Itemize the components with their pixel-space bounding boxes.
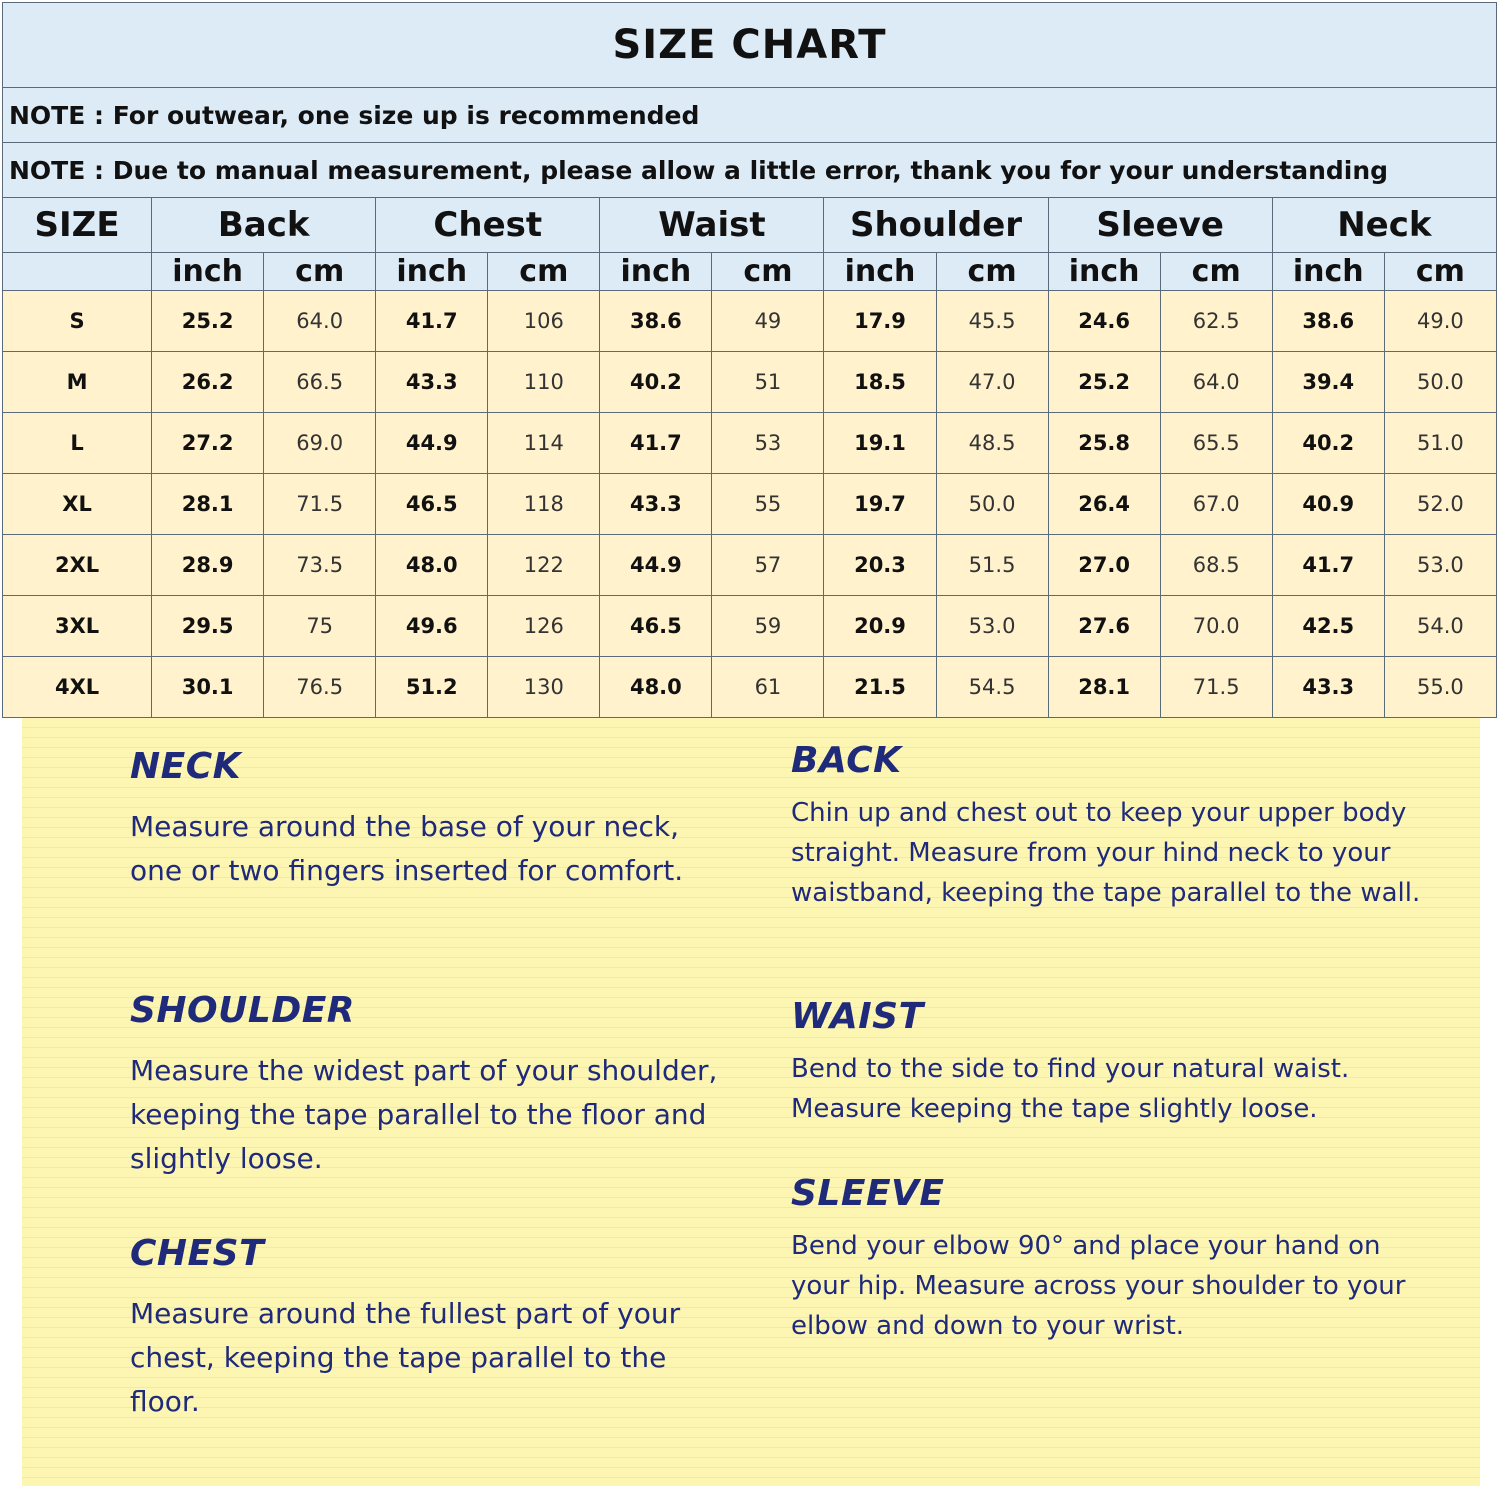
value-cell: 20.9 — [824, 596, 936, 657]
unit-neck-cm: cm — [1384, 253, 1496, 291]
guide-back — [791, 740, 1441, 913]
value-cell: 19.7 — [824, 474, 936, 535]
value-cell: 42.5 — [1272, 596, 1384, 657]
value-cell: 53 — [712, 413, 824, 474]
value-cell: 118 — [488, 474, 600, 535]
value-cell: 50.0 — [1384, 352, 1496, 413]
value-cell: 59 — [712, 596, 824, 657]
table-row — [3, 474, 1497, 535]
size-header: SIZE — [3, 198, 152, 253]
value-cell: 71.5 — [264, 474, 376, 535]
value-cell: 19.1 — [824, 413, 936, 474]
value-cell: 57 — [712, 535, 824, 596]
value-cell: 24.6 — [1048, 291, 1160, 352]
guide-shoulder-title: SHOULDER — [130, 990, 356, 1031]
value-cell: 53.0 — [1384, 535, 1496, 596]
size-cell: XL — [3, 474, 152, 535]
value-cell: 51.2 — [376, 657, 488, 718]
value-cell: 41.7 — [376, 291, 488, 352]
value-cell: 64.0 — [264, 291, 376, 352]
table-row — [3, 352, 1497, 413]
value-cell: 27.6 — [1048, 596, 1160, 657]
unit-blank — [3, 253, 152, 291]
value-cell: 51 — [712, 352, 824, 413]
unit-chest-inch: inch — [376, 253, 488, 291]
header-neck: Neck — [1272, 198, 1496, 253]
value-cell: 54.0 — [1384, 596, 1496, 657]
value-cell: 49.6 — [376, 596, 488, 657]
note-measurement: NOTE : Due to manual measurement, please allow a little error, thank you for your understanding — [3, 143, 1497, 198]
unit-sleeve-inch: inch — [1048, 253, 1160, 291]
value-cell: 70.0 — [1160, 596, 1272, 657]
value-cell: 48.5 — [936, 413, 1048, 474]
value-cell: 26.2 — [152, 352, 264, 413]
value-cell: 48.0 — [376, 535, 488, 596]
unit-shoulder-cm: cm — [936, 253, 1048, 291]
value-cell: 20.3 — [824, 535, 936, 596]
value-cell: 49 — [712, 291, 824, 352]
guide-chest — [130, 1233, 690, 1424]
value-cell: 126 — [488, 596, 600, 657]
value-cell: 27.2 — [152, 413, 264, 474]
unit-back-inch: inch — [152, 253, 264, 291]
table-row — [3, 596, 1497, 657]
value-cell: 54.5 — [936, 657, 1048, 718]
header-shoulder: Shoulder — [824, 198, 1048, 253]
value-cell: 61 — [712, 657, 824, 718]
measurement-guide — [22, 718, 1480, 1486]
value-cell: 30.1 — [152, 657, 264, 718]
value-cell: 52.0 — [1384, 474, 1496, 535]
value-cell: 40.2 — [600, 352, 712, 413]
size-chart-table — [2, 2, 1497, 718]
value-cell: 40.2 — [1272, 413, 1384, 474]
value-cell: 53.0 — [936, 596, 1048, 657]
value-cell: 76.5 — [264, 657, 376, 718]
unit-neck-inch: inch — [1272, 253, 1384, 291]
header-chest: Chest — [376, 198, 600, 253]
size-cell: 4XL — [3, 657, 152, 718]
table-row — [3, 413, 1497, 474]
guide-chest-title: CHEST — [130, 1233, 265, 1274]
value-cell: 28.9 — [152, 535, 264, 596]
value-cell: 122 — [488, 535, 600, 596]
value-cell: 43.3 — [376, 352, 488, 413]
value-cell: 44.9 — [376, 413, 488, 474]
guide-waist-text: Bend to the side to find your natural waist. Measure keeping the tape slightly loose. — [791, 1054, 1350, 1124]
guide-shoulder-text: Measure the widest part of your shoulder, keeping the tape parallel to the floor and slightly loose. — [130, 1054, 718, 1175]
value-cell: 48.0 — [600, 657, 712, 718]
size-cell: S — [3, 291, 152, 352]
value-cell: 27.0 — [1048, 535, 1160, 596]
value-cell: 41.7 — [1272, 535, 1384, 596]
guide-shoulder — [130, 990, 720, 1181]
value-cell: 17.9 — [824, 291, 936, 352]
guide-back-text: Chin up and chest out to keep your upper body straight. Measure from your hind neck to your waistband, keeping the tape parallel to the wall. — [791, 798, 1421, 908]
guide-waist-title: WAIST — [791, 996, 924, 1037]
value-cell: 69.0 — [264, 413, 376, 474]
unit-waist-inch: inch — [600, 253, 712, 291]
value-cell: 38.6 — [600, 291, 712, 352]
value-cell: 110 — [488, 352, 600, 413]
value-cell: 65.5 — [1160, 413, 1272, 474]
value-cell: 106 — [488, 291, 600, 352]
value-cell: 45.5 — [936, 291, 1048, 352]
value-cell: 75 — [264, 596, 376, 657]
value-cell: 43.3 — [600, 474, 712, 535]
value-cell: 46.5 — [600, 596, 712, 657]
value-cell: 44.9 — [600, 535, 712, 596]
unit-back-cm: cm — [264, 253, 376, 291]
size-cell: M — [3, 352, 152, 413]
value-cell: 43.3 — [1272, 657, 1384, 718]
guide-sleeve-text: Bend your elbow 90° and place your hand on your hip. Measure across your shoulder to your elbow and down to your wrist. — [791, 1231, 1406, 1341]
value-cell: 55.0 — [1384, 657, 1496, 718]
value-cell: 51.5 — [936, 535, 1048, 596]
guide-neck-text: Measure around the base of your neck, one or two fingers inserted for comfort. — [130, 810, 684, 887]
guide-waist — [791, 996, 1441, 1129]
value-cell: 26.4 — [1048, 474, 1160, 535]
value-cell: 51.0 — [1384, 413, 1496, 474]
value-cell: 25.8 — [1048, 413, 1160, 474]
guide-sleeve — [791, 1173, 1441, 1346]
value-cell: 67.0 — [1160, 474, 1272, 535]
unit-chest-cm: cm — [488, 253, 600, 291]
guide-neck-title: NECK — [130, 746, 242, 787]
value-cell: 46.5 — [376, 474, 488, 535]
value-cell: 28.1 — [152, 474, 264, 535]
value-cell: 50.0 — [936, 474, 1048, 535]
value-cell: 25.2 — [1048, 352, 1160, 413]
guide-neck — [130, 746, 690, 893]
chart-title: SIZE CHART — [3, 3, 1497, 88]
guide-back-title: BACK — [791, 740, 902, 781]
value-cell: 29.5 — [152, 596, 264, 657]
table-row — [3, 291, 1497, 352]
value-cell: 38.6 — [1272, 291, 1384, 352]
header-sleeve: Sleeve — [1048, 198, 1272, 253]
value-cell: 64.0 — [1160, 352, 1272, 413]
value-cell: 21.5 — [824, 657, 936, 718]
note-outwear: NOTE : For outwear, one size up is recommended — [3, 88, 1497, 143]
size-cell: 3XL — [3, 596, 152, 657]
table-row — [3, 535, 1497, 596]
value-cell: 47.0 — [936, 352, 1048, 413]
value-cell: 18.5 — [824, 352, 936, 413]
size-cell: L — [3, 413, 152, 474]
header-waist: Waist — [600, 198, 824, 253]
guide-sleeve-title: SLEEVE — [791, 1173, 945, 1214]
value-cell: 68.5 — [1160, 535, 1272, 596]
header-back: Back — [152, 198, 376, 253]
value-cell: 49.0 — [1384, 291, 1496, 352]
value-cell: 71.5 — [1160, 657, 1272, 718]
value-cell: 25.2 — [152, 291, 264, 352]
table-row — [3, 657, 1497, 718]
unit-sleeve-cm: cm — [1160, 253, 1272, 291]
value-cell: 40.9 — [1272, 474, 1384, 535]
size-cell: 2XL — [3, 535, 152, 596]
value-cell: 41.7 — [600, 413, 712, 474]
value-cell: 39.4 — [1272, 352, 1384, 413]
value-cell: 114 — [488, 413, 600, 474]
guide-chest-text: Measure around the fullest part of your chest, keeping the tape parallel to the floor. — [130, 1297, 681, 1418]
value-cell: 130 — [488, 657, 600, 718]
value-cell: 73.5 — [264, 535, 376, 596]
value-cell: 62.5 — [1160, 291, 1272, 352]
value-cell: 55 — [712, 474, 824, 535]
value-cell: 28.1 — [1048, 657, 1160, 718]
unit-shoulder-inch: inch — [824, 253, 936, 291]
unit-waist-cm: cm — [712, 253, 824, 291]
value-cell: 66.5 — [264, 352, 376, 413]
